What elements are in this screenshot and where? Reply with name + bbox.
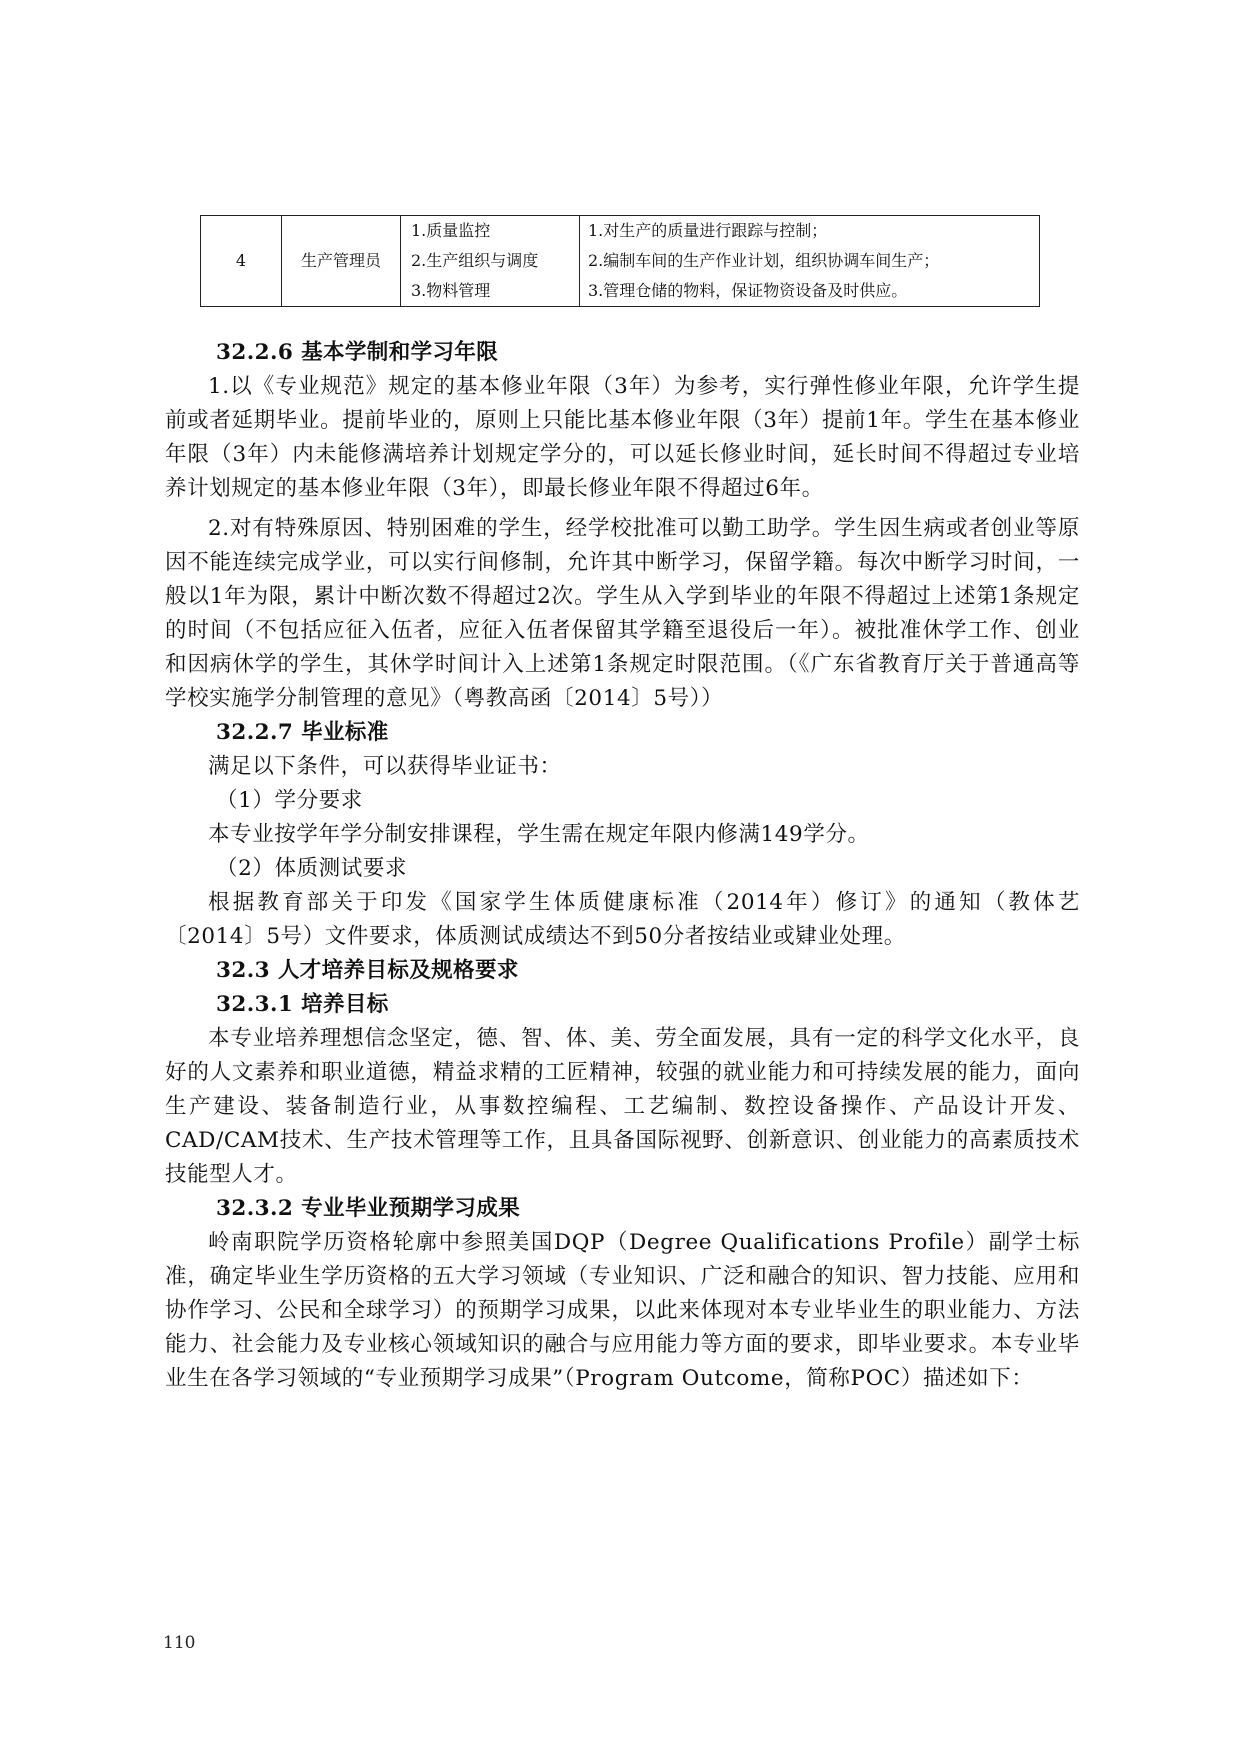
row-descriptions bbox=[580, 216, 1040, 307]
section-heading-32-3-2: 32.3.2 专业毕业预期学习成果 bbox=[216, 1196, 521, 1221]
paragraph: 1.以《专业规范》规定的基本修业年限（3年）为参考，实行弹性修业年限，允许学生提前或者延期毕业。提前毕业的，原则上只能比基本修业年限（3年）提前1年。学生在基本修业年限（3年）内未能修满培养计划规定学分的，可以延长修业时间，延长时间不得超过专业培养计划规定的基本修业年限（3年），即最长修业年限不得超过6年。 bbox=[165, 374, 1080, 501]
row-tasks bbox=[401, 216, 580, 307]
row-number: 4 bbox=[201, 216, 282, 307]
paragraph: 岭南职院学历资格轮廓中参照美国DQP（Degree Qualifications Profile）副学士标准，确定毕业生学历资格的五大学习领域（专业知识、广泛和融合的知识、智力技能、应用和协作学习、公民和全球学习）的预期学习成果，以此来体现对本专业毕业生的职业能力、方法能力、社会能力及专业核心领域知识的融合与应用能力等方面的要求，即毕业要求。本专业毕业生在各学习领域的“专业预期学习成果”（Program Outcome，简称POC）描述如下： bbox=[165, 1230, 1080, 1391]
page-number: 110 bbox=[163, 1633, 196, 1653]
task-item: 3.物料管理 bbox=[411, 281, 491, 300]
section-heading-32-2-6: 32.2.6 基本学制和学习年限 bbox=[216, 340, 499, 365]
list-item-title: （1）学分要求 bbox=[216, 788, 363, 813]
description-item: 2.编制车间的生产作业计划，组织协调车间生产； bbox=[588, 251, 940, 270]
description-item: 3.管理仓储的物料，保证物资设备及时供应。 bbox=[588, 281, 908, 300]
paragraph: 本专业培养理想信念坚定，德、智、体、美、劳全面发展，具有一定的科学文化水平，良好的人文素养和职业道德，精益求精的工匠精神，较强的就业能力和可持续发展的能力，面向生产建设、装备制造行业，从事数控编程、工艺编制、数控设备操作、产品设计开发、CAD/CAM技术、生产技术管理等工作，且具备国际视野、创新意识、创业能力的高素质技术技能型人才。 bbox=[165, 1026, 1080, 1187]
list-item-title: （2）体质测试要求 bbox=[216, 856, 408, 881]
description-item: 1.对生产的质量进行跟踪与控制； bbox=[588, 221, 828, 240]
task-item: 2.生产组织与调度 bbox=[411, 251, 539, 270]
paragraph: 满足以下条件，可以获得毕业证书： bbox=[208, 754, 562, 779]
section-heading-32-3: 32.3 人才培养目标及规格要求 bbox=[216, 958, 519, 983]
row-role: 生产管理员 bbox=[282, 216, 401, 307]
task-item: 1.质量监控 bbox=[411, 221, 491, 240]
occupation-table bbox=[200, 215, 1040, 307]
section-heading-32-2-7: 32.2.7 毕业标准 bbox=[216, 720, 389, 745]
section-heading-32-3-1: 32.3.1 培养目标 bbox=[216, 992, 389, 1017]
table-row bbox=[201, 216, 1040, 307]
document-body bbox=[165, 336, 1080, 1396]
paragraph: 本专业按学年学分制安排课程，学生需在规定年限内修满149学分。 bbox=[208, 822, 870, 847]
paragraph: 2.对有特殊原因、特别困难的学生，经学校批准可以勤工助学。学生因生病或者创业等原因不能连续完成学业，可以实行间修制，允许其中断学习，保留学籍。每次中断学习时间，一般以1年为限，累计中断次数不得超过2次。学生从入学到毕业的年限不得超过上述第1条规定的时间（不包括应征入伍者，应征入伍者保留其学籍至退役后一年）。被批准休学工作、创业和因病休学的学生，其休学时间计入上述第1条规定时限范围。（《广东省教育厅关于普通高等学校实施学分制管理的意见》（粤教高函〔2014〕5号）） bbox=[165, 516, 1080, 711]
paragraph: 根据教育部关于印发《国家学生体质健康标准（2014年）修订》的通知（教体艺〔2014〕5号）文件要求，体质测试成绩达不到50分者按结业或肄业处理。 bbox=[165, 890, 1080, 949]
